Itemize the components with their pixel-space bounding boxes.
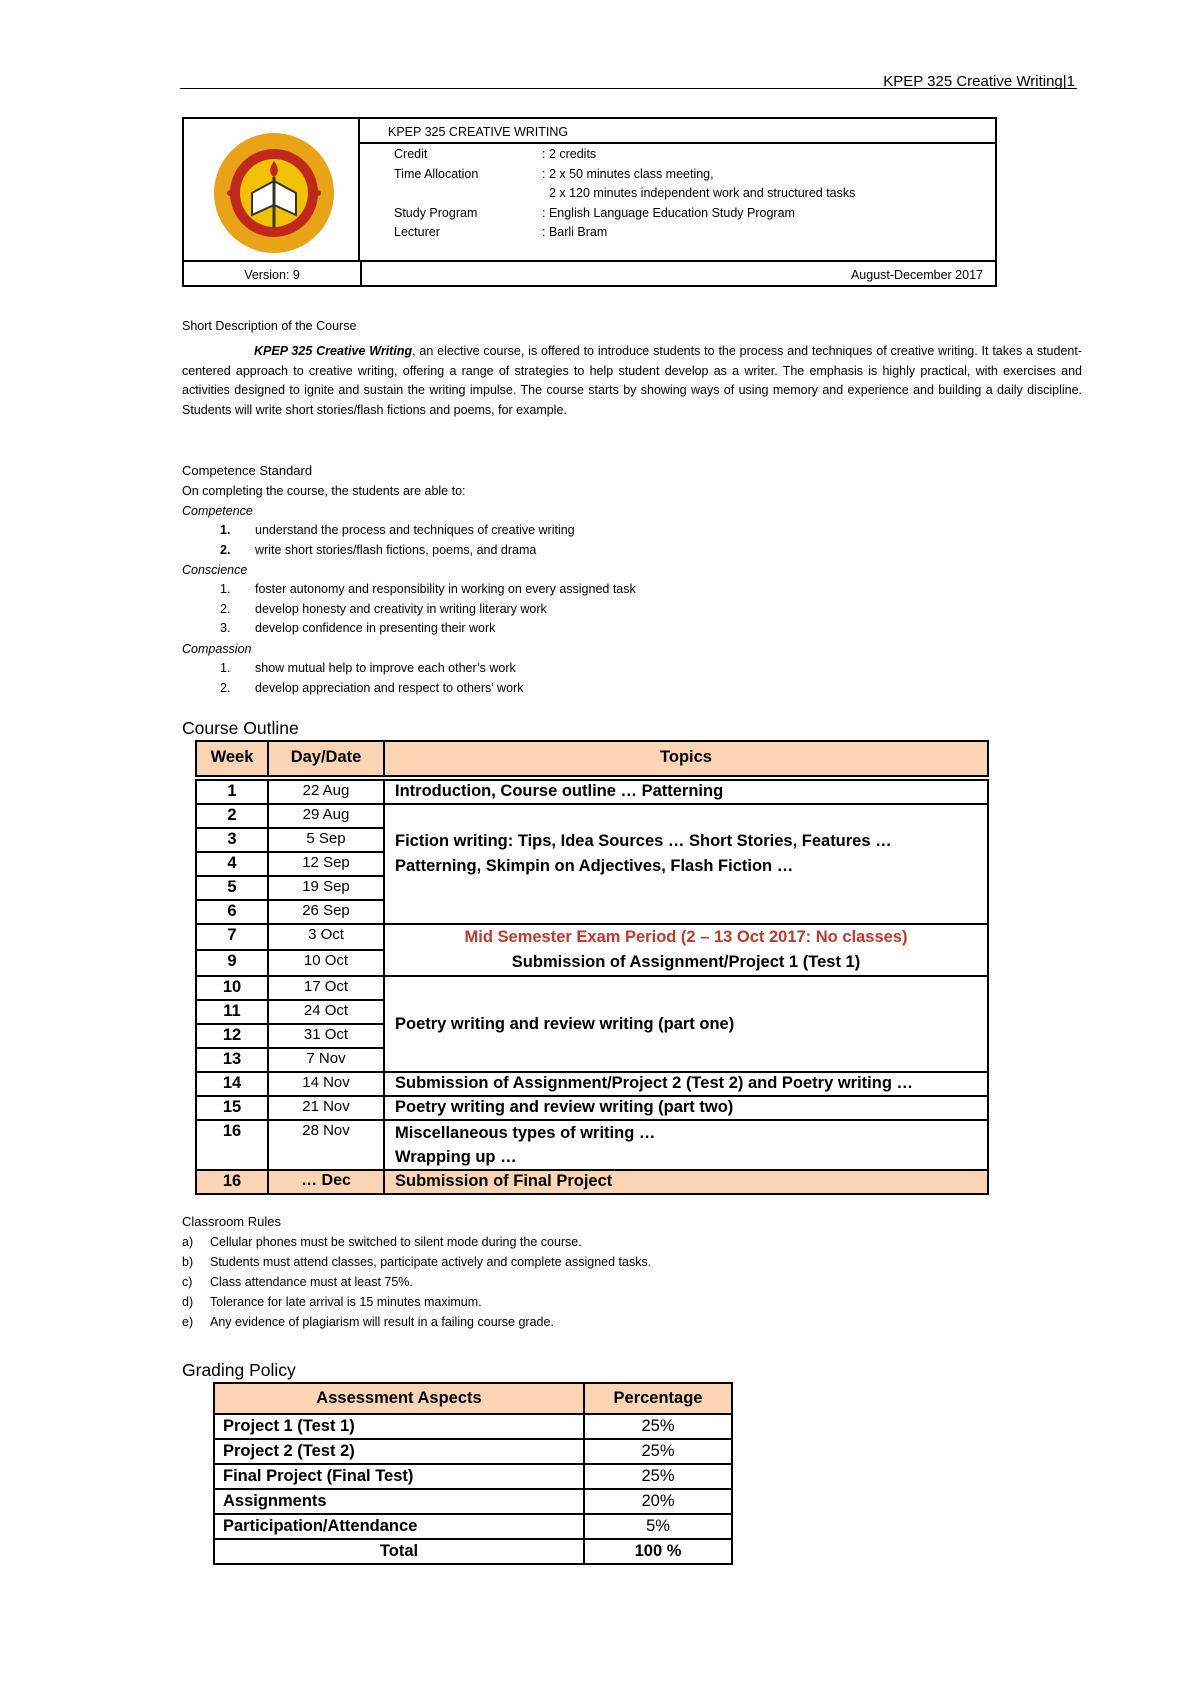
date-cell: 10 Oct bbox=[268, 950, 384, 976]
date-cell: 14 Nov bbox=[268, 1072, 384, 1096]
university-seal-logo bbox=[212, 131, 336, 255]
week-cell: 3 bbox=[196, 828, 268, 852]
column-header: Week bbox=[196, 741, 268, 776]
info-key: Lecturer bbox=[394, 225, 440, 239]
week-cell: 7 bbox=[196, 924, 268, 950]
competence-section bbox=[182, 461, 1082, 698]
description-body: , an elective course, is offered to introduce students to the process and techniques of creative writing. It takes a student-centered approach to creative writing, offering a range of strategies to help student develop as a writer. The emphasis is highly practical, with exercises and activities designed to ignite and sustain the writing impulse. The course starts by showing ways of using memory and experience and building a daily discipline. Students will write short stories/flash fictions and poems, for example. bbox=[182, 344, 1082, 417]
date-cell: 28 Nov bbox=[268, 1120, 384, 1170]
topic-cell: Poetry writing and review writing (part two) bbox=[384, 1096, 988, 1120]
rule-mark: c) bbox=[182, 1275, 193, 1289]
info-value: : 2 credits bbox=[542, 147, 597, 161]
description-heading: Short Description of the Course bbox=[182, 319, 357, 333]
table-row bbox=[196, 1096, 988, 1120]
rule-text: Class attendance must at least 75%. bbox=[210, 1275, 413, 1289]
percentage-cell: 25% bbox=[584, 1414, 732, 1439]
grading-heading: Grading Policy bbox=[182, 1360, 296, 1380]
group-title: Compassion bbox=[182, 641, 252, 656]
list-item: 1. foster autonomy and responsibility in working on every assigned task bbox=[220, 582, 636, 597]
percentage-cell: 25% bbox=[584, 1439, 732, 1464]
aspect-cell: Final Project (Final Test) bbox=[214, 1464, 584, 1489]
date-cell: 29 Aug bbox=[268, 804, 384, 828]
week-cell: 16 bbox=[196, 1120, 268, 1170]
info-value: : English Language Education Study Program bbox=[542, 205, 795, 220]
aspect-cell: Project 1 (Test 1) bbox=[214, 1414, 584, 1439]
info-key bbox=[394, 184, 542, 204]
table-row bbox=[196, 1072, 988, 1096]
rule-mark: d) bbox=[182, 1295, 194, 1309]
topic-line: Submission of Assignment/Project 1 (Test 1) bbox=[511, 953, 861, 971]
table-total-row bbox=[214, 1539, 732, 1564]
list-item-text: develop appreciation and respect to others’ work bbox=[255, 680, 524, 695]
group-title: Competence bbox=[182, 504, 253, 518]
week-cell: 13 bbox=[196, 1048, 268, 1072]
topic-cell bbox=[384, 804, 988, 924]
info-value: 2 x 120 minutes independent work and structured tasks bbox=[542, 186, 856, 200]
list-item-text: foster autonomy and responsibility in working on every assigned task bbox=[255, 582, 636, 597]
column-header: Percentage bbox=[584, 1383, 732, 1414]
logo-cell bbox=[182, 117, 360, 262]
compassion-list bbox=[182, 659, 1082, 698]
rule-text: Any evidence of plagiarism will result in a failing course grade. bbox=[210, 1315, 554, 1329]
date-cell: 24 Oct bbox=[268, 1000, 384, 1024]
column-header: Day/Date bbox=[268, 741, 384, 776]
table-row bbox=[214, 1489, 732, 1514]
date-cell: 26 Sep bbox=[268, 900, 384, 924]
rule-text: Students must attend classes, participate actively and complete assigned tasks. bbox=[210, 1255, 652, 1269]
grading-table bbox=[213, 1382, 733, 1565]
rule-mark: e) bbox=[182, 1315, 194, 1329]
rule-item bbox=[182, 1272, 1082, 1292]
week-cell: 2 bbox=[196, 804, 268, 828]
week-cell: 10 bbox=[196, 976, 268, 1000]
list-item-text: develop confidence in presenting their work bbox=[255, 621, 496, 636]
info-key: Study Program bbox=[394, 205, 478, 220]
table-row bbox=[196, 804, 988, 828]
rule-mark: b) bbox=[182, 1255, 194, 1269]
topic-cell bbox=[384, 1120, 988, 1170]
rules-heading: Classroom Rules bbox=[182, 1214, 281, 1229]
rule-item bbox=[182, 1312, 1082, 1332]
info-value: : Barli Bram bbox=[542, 225, 608, 239]
aspect-cell: Participation/Attendance bbox=[214, 1514, 584, 1539]
table-row bbox=[214, 1464, 732, 1489]
course-outline-table bbox=[195, 740, 989, 1195]
week-cell: 11 bbox=[196, 1000, 268, 1024]
date-cell: 3 Oct bbox=[268, 924, 384, 950]
percentage-cell: 25% bbox=[584, 1464, 732, 1489]
outline-heading: Course Outline bbox=[182, 718, 299, 738]
week-cell: 14 bbox=[196, 1072, 268, 1096]
group-title: Conscience bbox=[182, 563, 248, 578]
info-key: Time Allocation bbox=[394, 166, 479, 181]
topic-cell: Introduction, Course outline … Patterning bbox=[384, 780, 988, 804]
topic-line: Miscellaneous types of writing … bbox=[395, 1124, 656, 1142]
info-row-time-2 bbox=[394, 184, 995, 204]
topic-cell bbox=[384, 924, 988, 976]
list-item: 1. understand the process and techniques of creative writing bbox=[220, 523, 575, 537]
week-cell: 5 bbox=[196, 876, 268, 900]
rule-mark: a) bbox=[182, 1235, 194, 1249]
date-cell: 31 Oct bbox=[268, 1024, 384, 1048]
running-header: KPEP 325 Creative Writing|1 bbox=[883, 73, 1075, 90]
rule-item bbox=[182, 1252, 1082, 1272]
topic-cell: Submission of Assignment/Project 2 (Test 2) and Poetry writing … bbox=[384, 1072, 988, 1096]
date-cell: … Dec bbox=[268, 1170, 384, 1194]
exam-period-notice: Mid Semester Exam Period (2 – 13 Oct 2017: No classes) bbox=[464, 928, 908, 946]
rule-item bbox=[182, 1292, 1082, 1312]
list-item: 2. write short stories/flash fictions, poems, and drama bbox=[220, 542, 537, 557]
column-header: Assessment Aspects bbox=[214, 1383, 584, 1414]
course-title: KPEP 325 CREATIVE WRITING bbox=[360, 117, 997, 144]
topic-line: Fiction writing: Tips, Idea Sources … Short Stories, Features … bbox=[395, 832, 892, 850]
rule-text: Cellular phones must be switched to silent mode during the course. bbox=[210, 1235, 582, 1249]
info-row-lecturer bbox=[394, 223, 995, 243]
topic-cell: Poetry writing and review writing (part one) bbox=[384, 976, 988, 1072]
info-row-time bbox=[394, 165, 995, 185]
competence-intro: On completing the course, the students are able to: bbox=[182, 484, 466, 498]
date-cell: 5 Sep bbox=[268, 828, 384, 852]
week-cell: 1 bbox=[196, 780, 268, 804]
list-item-text: show mutual help to improve each other’s work bbox=[255, 660, 516, 675]
course-info-box bbox=[182, 117, 997, 295]
list-item: 1. show mutual help to improve each other’s work bbox=[220, 660, 516, 675]
rule-text: Tolerance for late arrival is 15 minutes maximum. bbox=[210, 1295, 482, 1309]
info-row-program bbox=[394, 204, 995, 224]
week-cell: 9 bbox=[196, 950, 268, 976]
description-paragraph bbox=[182, 342, 1082, 420]
total-label: Total bbox=[214, 1539, 584, 1564]
table-header-row bbox=[214, 1383, 732, 1414]
competence-list bbox=[182, 521, 1082, 560]
date-cell: 7 Nov bbox=[268, 1048, 384, 1072]
topic-line: Wrapping up … bbox=[395, 1148, 517, 1166]
aspect-cell: Project 2 (Test 2) bbox=[214, 1439, 584, 1464]
percentage-cell: 20% bbox=[584, 1489, 732, 1514]
table-row bbox=[196, 976, 988, 1000]
week-cell: 15 bbox=[196, 1096, 268, 1120]
date-cell: 17 Oct bbox=[268, 976, 384, 1000]
total-value: 100 % bbox=[584, 1539, 732, 1564]
table-header-row bbox=[196, 741, 988, 776]
topic-line: Patterning, Skimpin on Adjectives, Flash Fiction … bbox=[395, 857, 794, 875]
competence-heading: Competence Standard bbox=[182, 463, 313, 478]
date-cell: 19 Sep bbox=[268, 876, 384, 900]
aspect-cell: Assignments bbox=[214, 1489, 584, 1514]
list-item-text: develop honesty and creativity in writing literary work bbox=[255, 601, 547, 616]
date-cell: 22 Aug bbox=[268, 780, 384, 804]
table-row bbox=[196, 924, 988, 950]
week-cell: 12 bbox=[196, 1024, 268, 1048]
list-item: 3. develop confidence in presenting their work bbox=[220, 621, 496, 636]
table-row bbox=[196, 780, 988, 804]
table-row bbox=[214, 1439, 732, 1464]
course-details bbox=[360, 142, 997, 262]
info-value: : 2 x 50 minutes class meeting, bbox=[542, 166, 714, 181]
week-cell: 16 bbox=[196, 1170, 268, 1194]
week-cell: 4 bbox=[196, 852, 268, 876]
week-cell: 6 bbox=[196, 900, 268, 924]
version-label: Version: 9 bbox=[182, 260, 362, 287]
table-row bbox=[214, 1414, 732, 1439]
table-row bbox=[214, 1514, 732, 1539]
percentage-cell: 5% bbox=[584, 1514, 732, 1539]
list-item: 2. develop appreciation and respect to others’ work bbox=[220, 680, 524, 695]
date-cell: 21 Nov bbox=[268, 1096, 384, 1120]
list-item-text: write short stories/flash fictions, poems, and drama bbox=[255, 542, 537, 557]
conscience-list bbox=[182, 580, 1082, 639]
table-row bbox=[196, 1120, 988, 1170]
period-label: August-December 2017 bbox=[360, 260, 997, 287]
info-row-credit bbox=[394, 145, 995, 165]
table-row-final bbox=[196, 1170, 988, 1194]
list-item: 2. develop honesty and creativity in writing literary work bbox=[220, 601, 547, 616]
column-header: Topics bbox=[384, 741, 988, 776]
list-item-text: understand the process and techniques of creative writing bbox=[255, 523, 575, 537]
course-name-italic: KPEP 325 Creative Writing bbox=[254, 344, 413, 358]
rule-item bbox=[182, 1232, 1082, 1252]
header-rule bbox=[180, 88, 1077, 89]
classroom-rules-section bbox=[182, 1212, 1082, 1332]
date-cell: 12 Sep bbox=[268, 852, 384, 876]
info-key: Credit bbox=[394, 147, 428, 161]
topic-cell: Submission of Final Project bbox=[384, 1170, 988, 1194]
